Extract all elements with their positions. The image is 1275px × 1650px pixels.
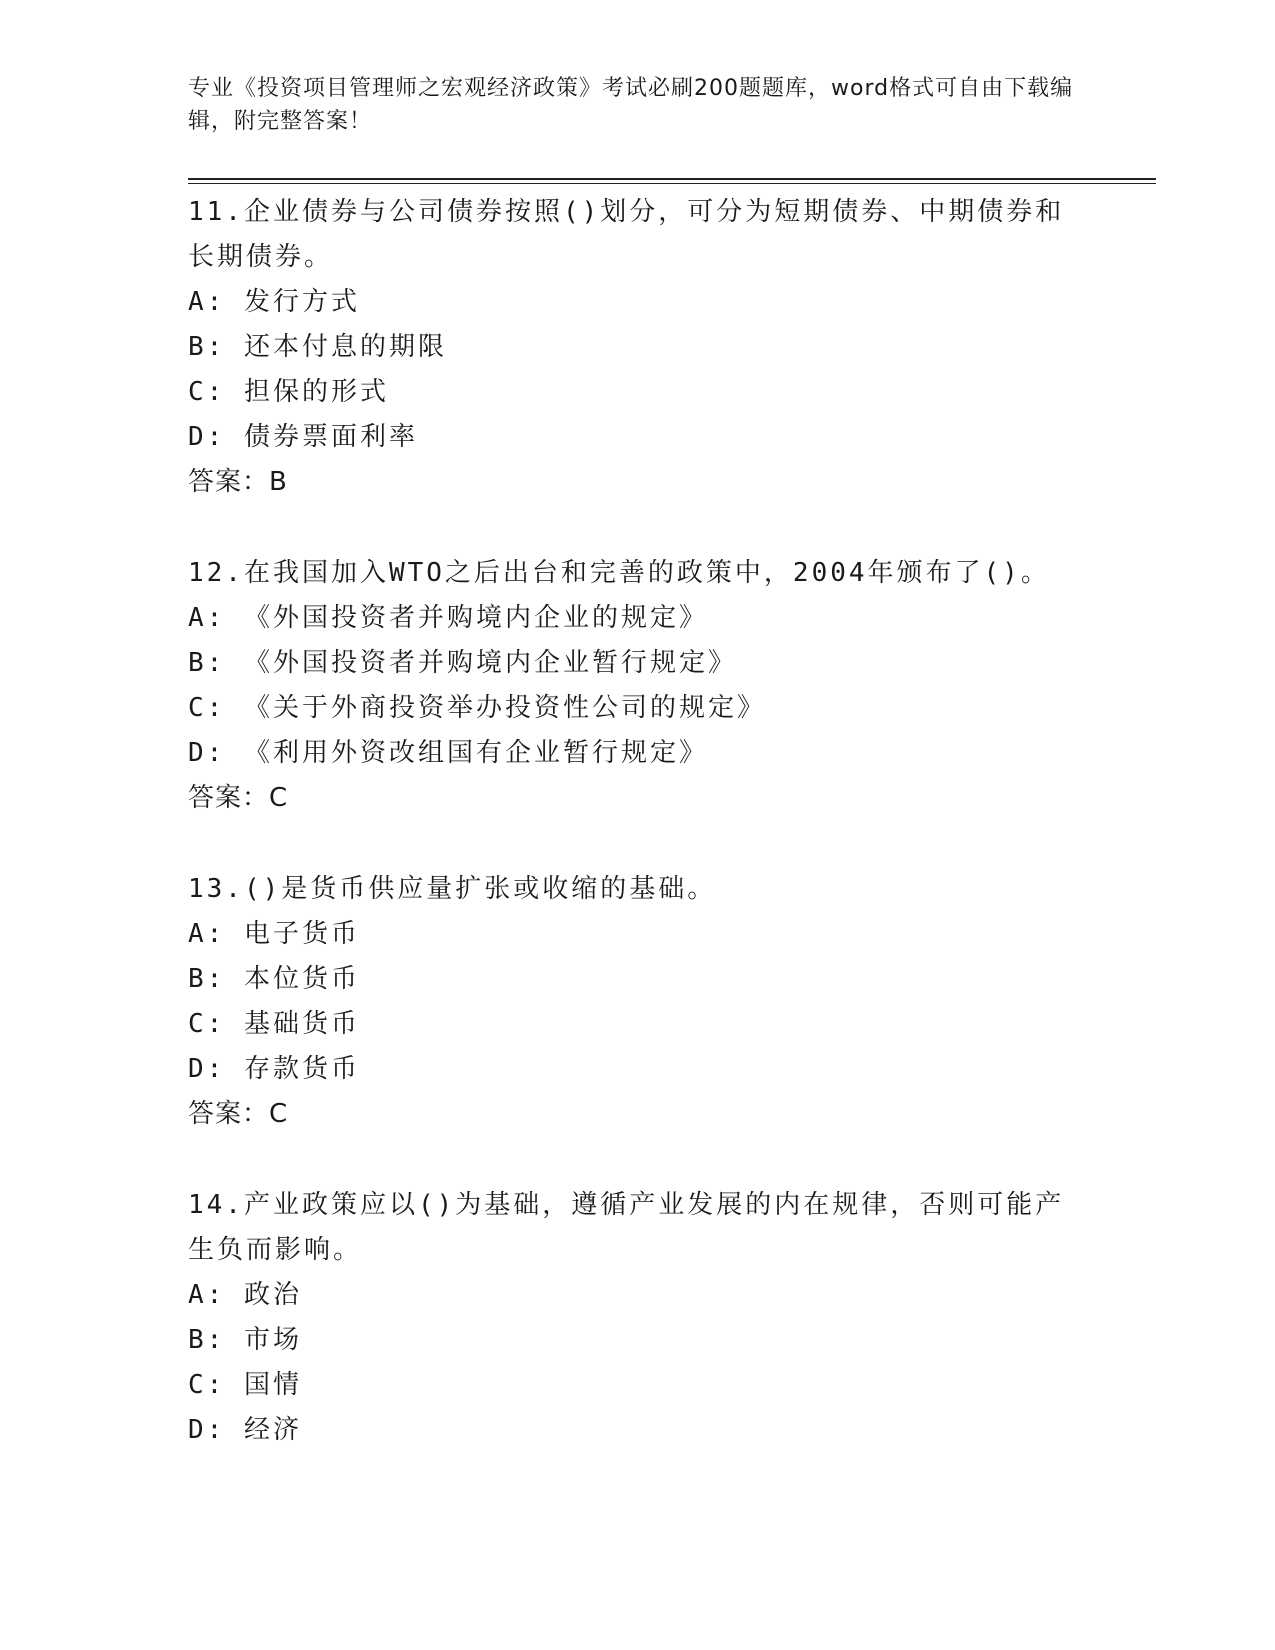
- question-14: [188, 1183, 1088, 1453]
- question-stem: 11.企业债券与公司债券按照()划分，可分为短期债券、中期债券和长期债券。: [188, 197, 1065, 272]
- answer-line: 答案：C: [188, 783, 289, 813]
- question-stem: 13.()是货币供应量扩张或收缩的基础。: [188, 874, 717, 904]
- answer-line: 答案：C: [188, 1099, 289, 1129]
- option-a: A: 《外国投资者并购境内企业的规定》: [188, 603, 708, 633]
- option-c: C: 担保的形式: [188, 377, 389, 407]
- option-d: D: 经济: [188, 1415, 302, 1445]
- question-stem: 12.在我国加入WTO之后出台和完善的政策中，2004年颁布了()。: [188, 558, 1050, 588]
- question-12: [188, 551, 1088, 821]
- option-a: A: 发行方式: [188, 287, 360, 317]
- option-b: B: 本位货币: [188, 964, 360, 994]
- option-d: D: 《利用外资改组国有企业暂行规定》: [188, 738, 708, 768]
- option-b: B: 《外国投资者并购境内企业暂行规定》: [188, 648, 737, 678]
- option-c: C: 《关于外商投资举办投资性公司的规定》: [188, 693, 766, 723]
- question-stem: 14.产业政策应以()为基础，遵循产业发展的内在规律，否则可能产生负而影响。: [188, 1190, 1065, 1265]
- header-divider-thin: [188, 183, 1156, 184]
- option-a: A: 电子货币: [188, 919, 360, 949]
- option-b: B: 市场: [188, 1325, 302, 1355]
- question-11: [188, 190, 1088, 505]
- answer-line: 答案：B: [188, 467, 288, 497]
- option-c: C: 国情: [188, 1370, 302, 1400]
- option-d: D: 存款货币: [188, 1054, 360, 1084]
- question-list: [188, 190, 1088, 1499]
- option-a: A: 政治: [188, 1280, 302, 1310]
- option-b: B: 还本付息的期限: [188, 332, 447, 362]
- question-13: [188, 867, 1088, 1137]
- option-c: C: 基础货币: [188, 1009, 360, 1039]
- option-d: D: 债券票面利率: [188, 422, 418, 452]
- document-header: 专业《投资项目管理师之宏观经济政策》考试必刷200题题库，word格式可自由下载编辑，附完整答案！: [188, 76, 1074, 134]
- header-divider-thick: [188, 178, 1156, 180]
